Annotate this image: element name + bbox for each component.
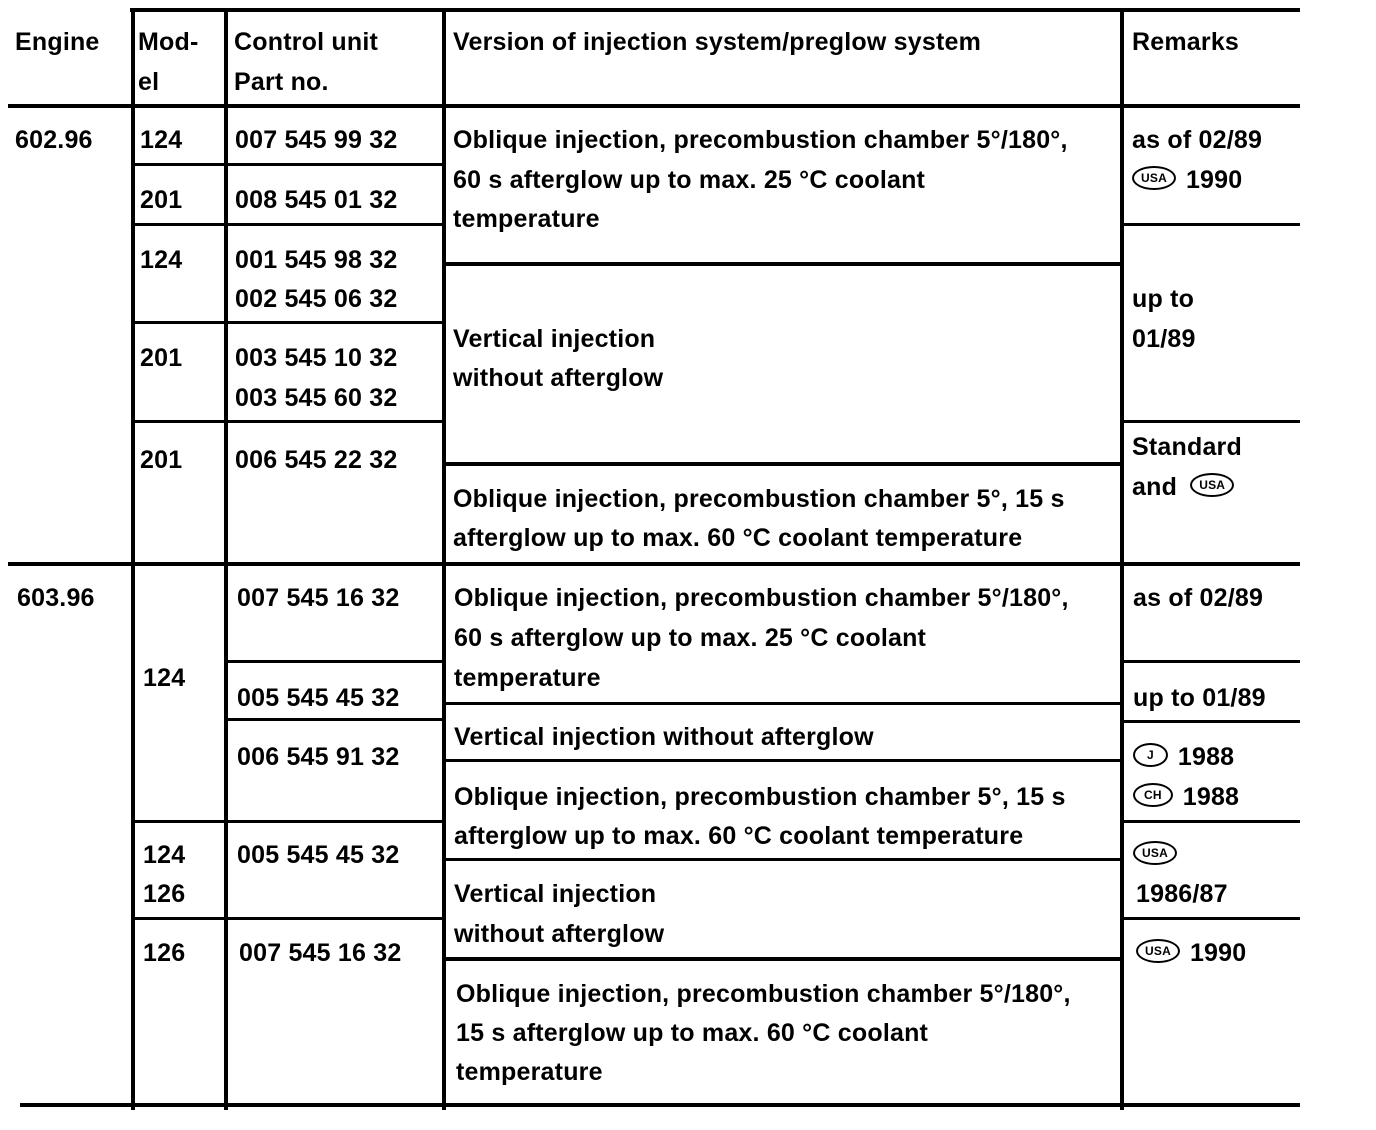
usa-badge-icon: USA xyxy=(1136,939,1180,963)
remark-line xyxy=(1132,160,1242,200)
remark-text: as of 02/89 xyxy=(1133,584,1264,612)
header-model-line1: Mod- xyxy=(138,28,199,56)
version-text: Oblique injection, precombustion chamber 5°/180°, xyxy=(456,980,1071,1008)
model-cell: 126 xyxy=(143,939,186,967)
part-number: 003 545 60 32 xyxy=(235,384,398,412)
header-model-line2: el xyxy=(138,68,160,96)
version-text: Oblique injection, precombustion chamber 5°, 15 s xyxy=(454,783,1066,811)
model-cell: 124 xyxy=(140,246,183,274)
engine-603-96: 603.96 xyxy=(17,584,95,612)
version-text: Oblique injection, precombustion chamber 5°/180°, xyxy=(453,126,1068,154)
version-text: Vertical injection xyxy=(454,880,657,908)
version-text: Vertical injection without afterglow xyxy=(454,723,874,751)
model-cell: 124 xyxy=(140,126,183,154)
version-text: afterglow up to max. 60 °C coolant temperature xyxy=(453,524,1023,552)
part-number: 001 545 98 32 xyxy=(235,246,398,274)
part-number: 005 545 45 32 xyxy=(237,684,400,712)
model-cell: 124 xyxy=(143,664,186,692)
model-cell: 126 xyxy=(143,880,186,908)
part-number: 007 545 99 32 xyxy=(235,126,398,154)
remark-text: 1990 xyxy=(1185,166,1243,194)
col-line-1 xyxy=(131,8,135,1110)
model-cell: 201 xyxy=(140,344,183,372)
part-number: 008 545 01 32 xyxy=(235,186,398,214)
ch-badge-icon: CH xyxy=(1133,783,1173,807)
version-text: 60 s afterglow up to max. 25 °C coolant xyxy=(453,166,926,194)
remark-text: up to xyxy=(1132,285,1195,313)
remark-text: 1988 xyxy=(1182,783,1240,811)
remark-line xyxy=(1136,933,1246,973)
remark-text: Standard xyxy=(1132,433,1242,461)
version-text: temperature xyxy=(456,1058,603,1086)
version-text: afterglow up to max. 60 °C coolant temperature xyxy=(454,822,1024,850)
version-text: without afterglow xyxy=(453,364,664,392)
part-number: 006 545 91 32 xyxy=(237,743,400,771)
col-line-3 xyxy=(442,8,446,1110)
part-number: 005 545 45 32 xyxy=(237,841,400,869)
part-number: 007 545 16 32 xyxy=(237,584,400,612)
version-text: Oblique injection, precombustion chamber 5°, 15 s xyxy=(453,485,1065,513)
rule-group xyxy=(8,562,1300,566)
rule-bottom xyxy=(20,1103,1300,1107)
version-text: 15 s afterglow up to max. 60 °C coolant xyxy=(456,1019,929,1047)
version-text: Vertical injection xyxy=(453,325,656,353)
header-control-unit-line2: Part no. xyxy=(234,68,329,96)
usa-badge-icon: USA xyxy=(1190,473,1234,497)
rule-top xyxy=(130,8,1300,12)
remark-text: 1990 xyxy=(1189,939,1247,967)
engine-602-96: 602.96 xyxy=(15,126,93,154)
part-number: 006 545 22 32 xyxy=(235,446,398,474)
remark-text: 01/89 xyxy=(1132,325,1196,353)
model-cell: 201 xyxy=(140,186,183,214)
rule-header xyxy=(8,104,1300,108)
model-cell: 124 xyxy=(143,841,186,869)
version-text: temperature xyxy=(454,664,601,692)
header-control-unit-line1: Control unit xyxy=(234,28,379,56)
col-line-4 xyxy=(1120,8,1124,1110)
part-number: 002 545 06 32 xyxy=(235,285,398,313)
header-engine: Engine xyxy=(15,28,100,56)
col-line-2 xyxy=(224,8,228,1110)
part-number: 007 545 16 32 xyxy=(239,939,402,967)
part-number: 003 545 10 32 xyxy=(235,344,398,372)
header-remarks: Remarks xyxy=(1132,28,1240,56)
remark-text: as of 02/89 xyxy=(1132,126,1263,154)
remark-line xyxy=(1133,737,1234,777)
version-text: temperature xyxy=(453,205,600,233)
usa-badge-icon: USA xyxy=(1133,841,1177,865)
remark-line xyxy=(1133,777,1239,817)
version-text: without afterglow xyxy=(454,920,665,948)
remark-text: 1986/87 xyxy=(1136,880,1228,908)
model-cell: 201 xyxy=(140,446,183,474)
remark-line xyxy=(1132,467,1244,507)
version-text: Oblique injection, precombustion chamber 5°/180°, xyxy=(454,584,1069,612)
remark-text: and xyxy=(1132,473,1178,501)
remark-text: up to 01/89 xyxy=(1133,684,1266,712)
usa-badge-icon: USA xyxy=(1132,166,1176,190)
remark-line xyxy=(1133,835,1187,875)
header-version: Version of injection system/preglow system xyxy=(453,28,982,56)
j-badge-icon: J xyxy=(1133,743,1168,767)
remark-text: 1988 xyxy=(1177,743,1235,771)
version-text: 60 s afterglow up to max. 25 °C coolant xyxy=(454,624,927,652)
